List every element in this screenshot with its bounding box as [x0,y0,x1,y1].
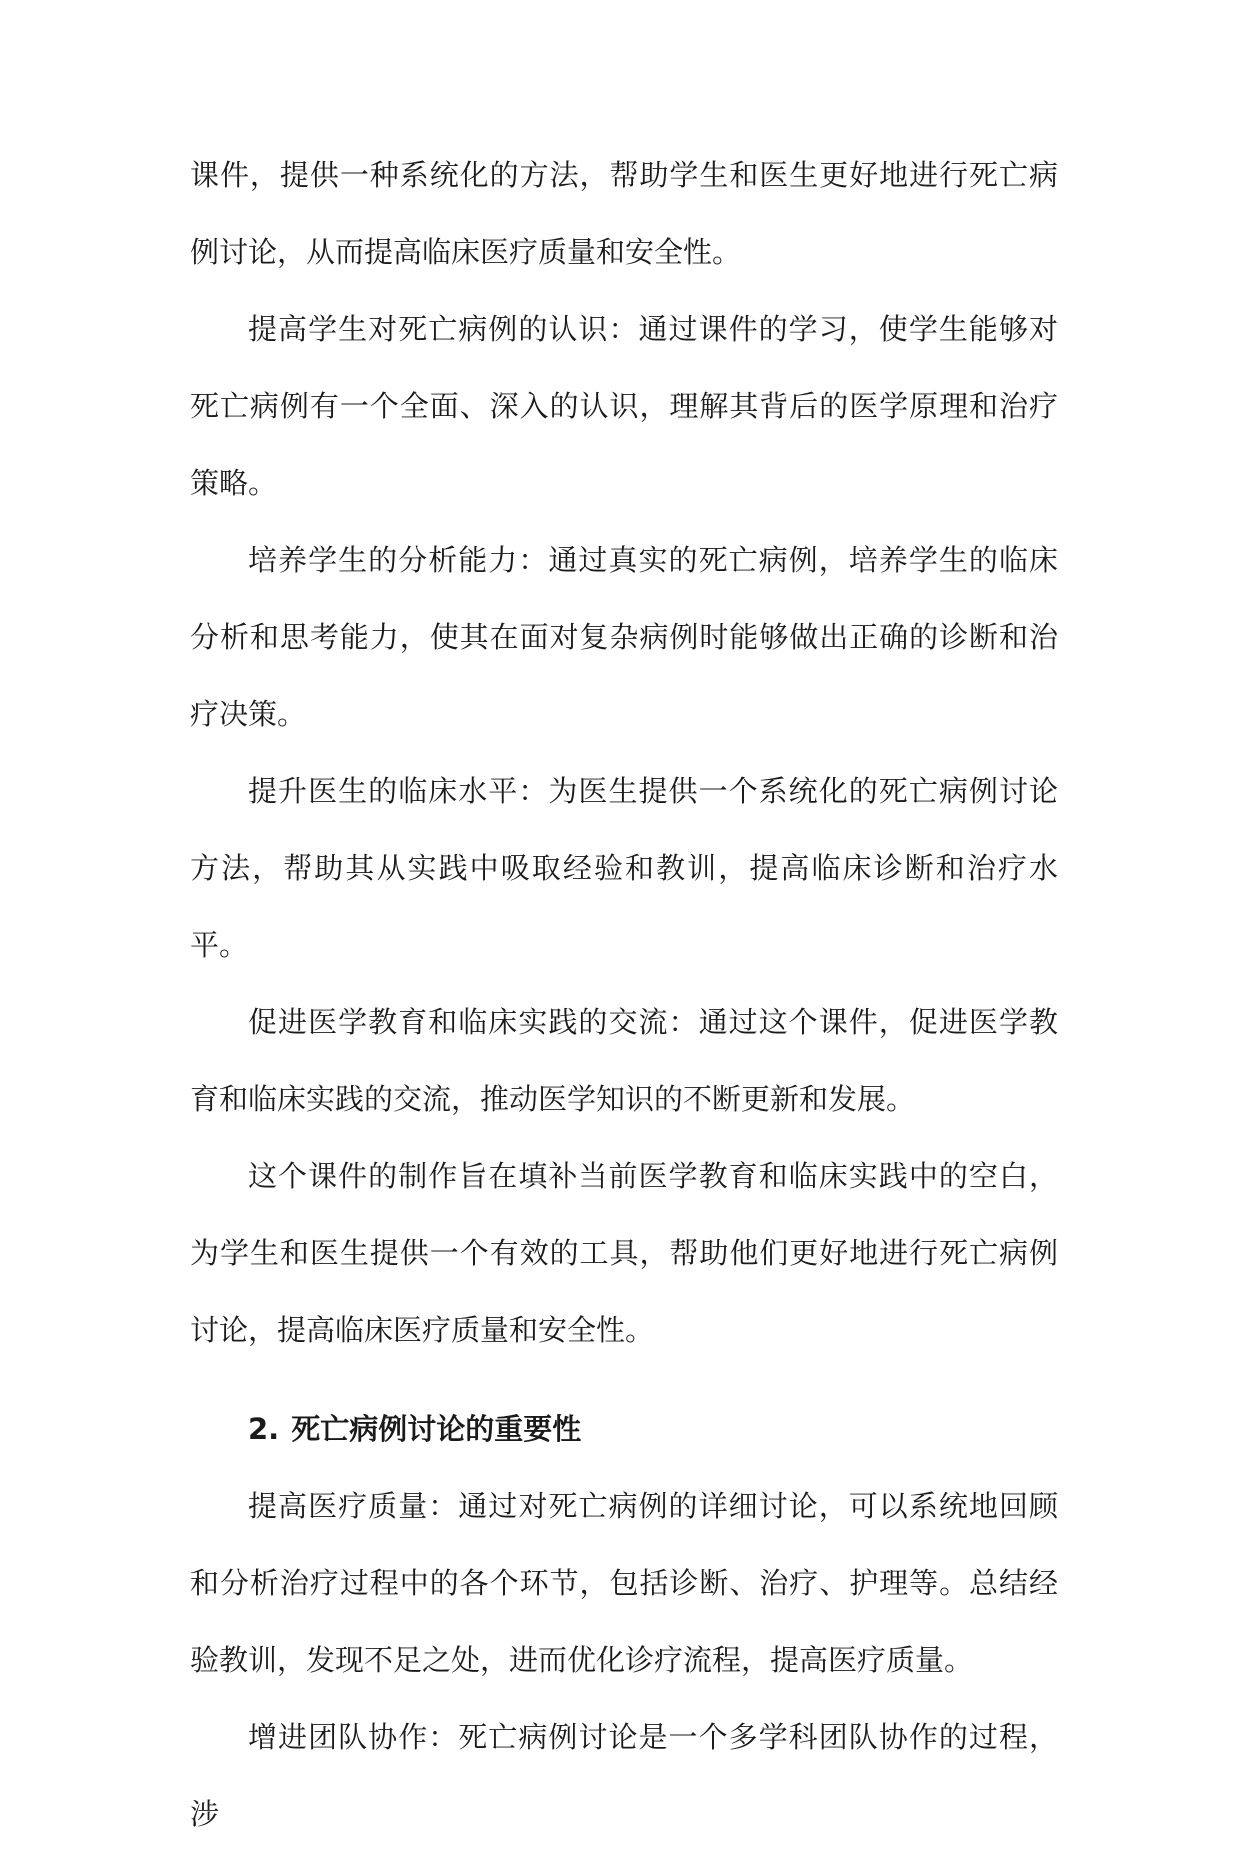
paragraph-teamwork: 增进团队协作：死亡病例讨论是一个多学科团队协作的过程，涉 [190,1720,1058,1831]
paragraph-exchange: 促进医学教育和临床实践的交流：通过这个课件，促进医学教育和临床实践的交流，推动医学知识的不断更新和发展。 [190,1005,1058,1116]
paragraph-clinical-level: 提升医生的临床水平：为医生提供一个系统化的死亡病例讨论方法，帮助其从实践中吸取经验和教训，提高临床诊断和治疗水平。 [190,774,1058,962]
document-body [190,137,1058,1853]
paragraph-analysis-ability: 培养学生的分析能力：通过真实的死亡病例，培养学生的临床分析和思考能力，使其在面对复杂病例时能够做出正确的诊断和治疗决策。 [190,543,1058,731]
section-heading [190,1380,1058,1479]
continuation-paragraph: 课件，提供一种系统化的方法，帮助学生和医生更好地进行死亡病例讨论，从而提高临床医疗质量和安全性。 [190,158,1058,269]
paragraph-student-awareness: 提高学生对死亡病例的认识：通过课件的学习，使学生能够对死亡病例有一个全面、深入的认识，理解其背后的医学原理和治疗策略。 [190,312,1058,500]
paragraph-medical-quality: 提高医疗质量：通过对死亡病例的详细讨论，可以系统地回顾和分析治疗过程中的各个环节，包括诊断、治疗、护理等。总结经验教训，发现不足之处，进而优化诊疗流程，提高医疗质量。 [190,1489,1058,1677]
section-title: 死亡病例讨论的重要性 [291,1412,582,1446]
section-number: 2. [248,1412,280,1446]
paragraph-summary: 这个课件的制作旨在填补当前医学教育和临床实践中的空白，为学生和医生提供一个有效的工具，帮助他们更好地进行死亡病例讨论，提高临床医疗质量和安全性。 [190,1159,1058,1347]
